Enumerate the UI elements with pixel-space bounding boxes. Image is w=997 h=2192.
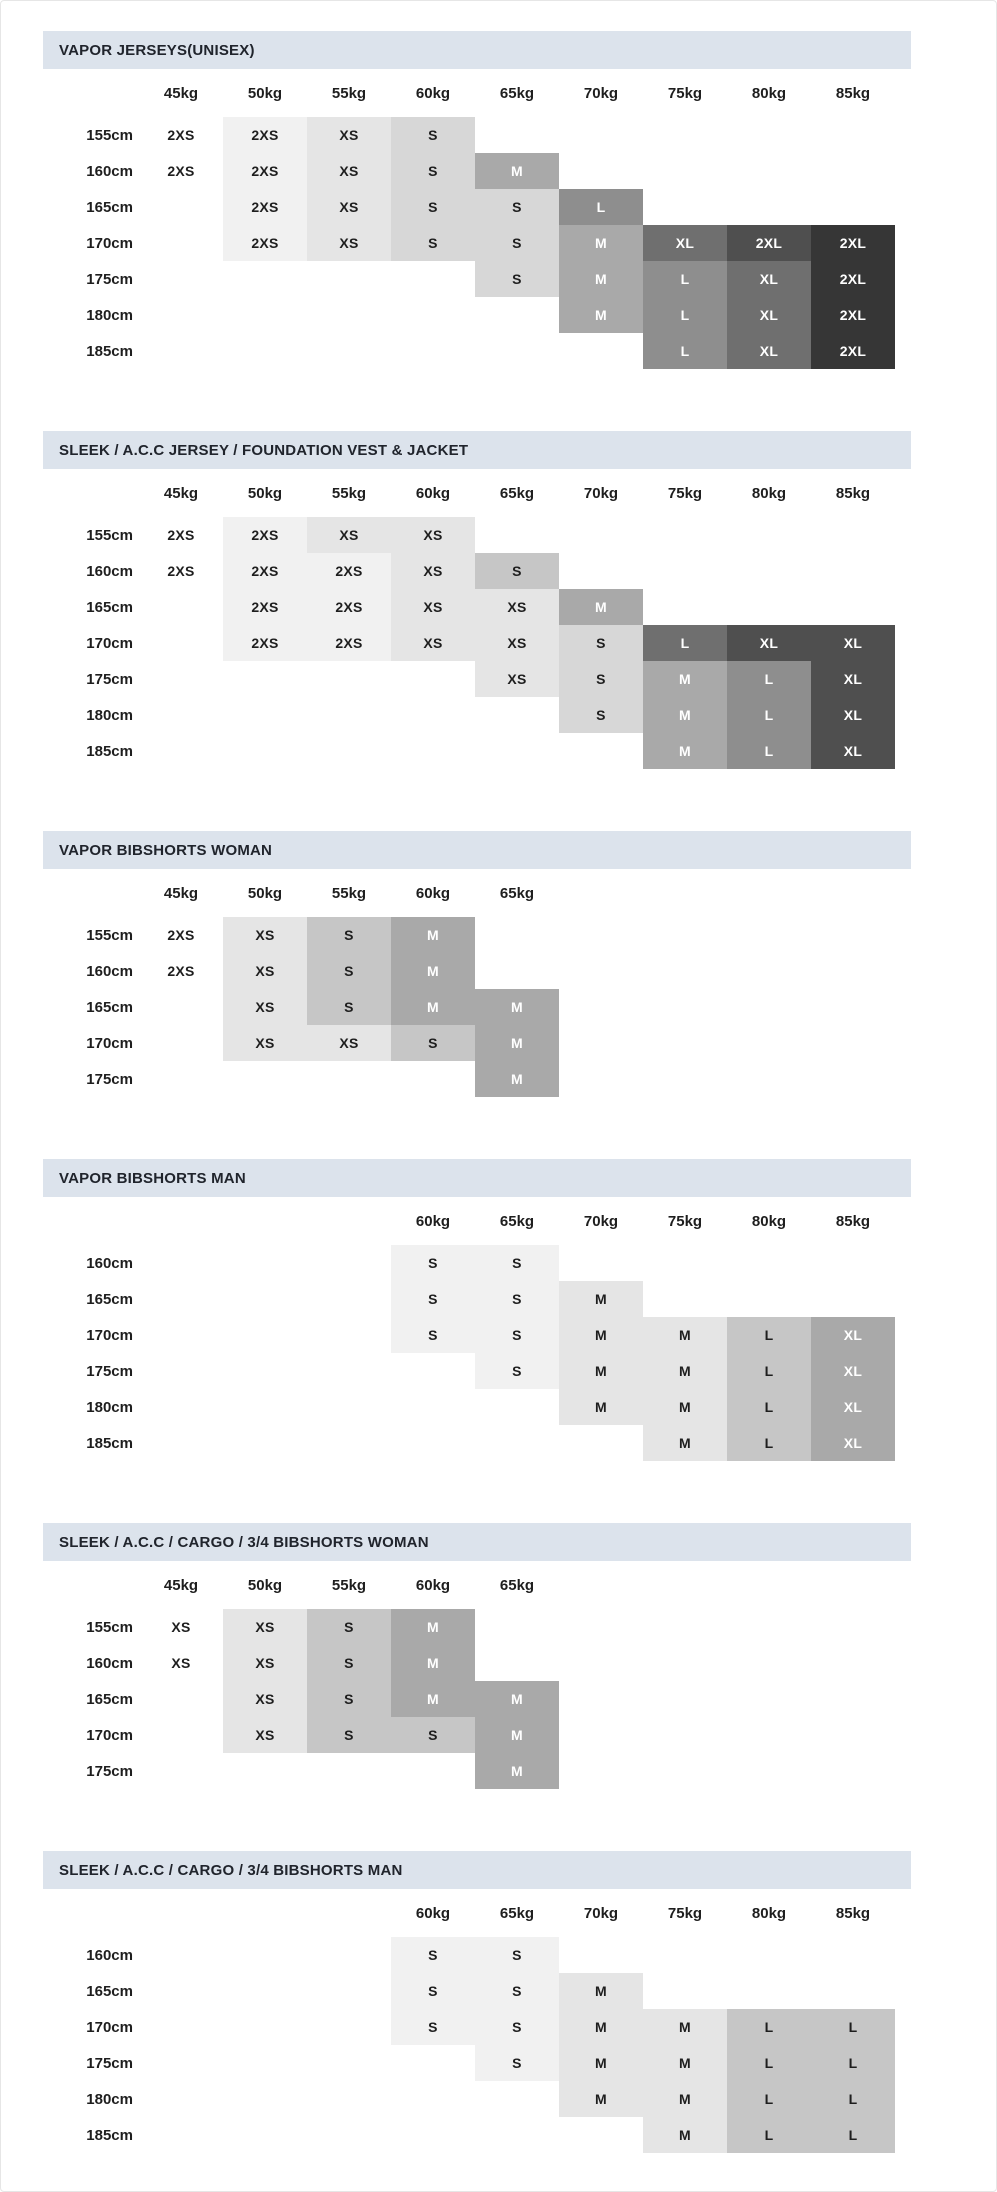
size-cell: M (391, 953, 475, 989)
size-cell: M (643, 2081, 727, 2117)
size-cell: XS (223, 917, 307, 953)
size-cell: 2XS (139, 917, 223, 953)
size-cell: L (727, 1353, 811, 1389)
size-table (43, 1197, 911, 1461)
size-cell: S (391, 1937, 475, 1973)
size-cell: S (307, 989, 391, 1025)
section-title: VAPOR BIBSHORTS MAN (59, 1169, 246, 1187)
size-chart-section (43, 1851, 911, 2153)
size-cell: M (475, 989, 559, 1025)
size-cell: XL (643, 225, 727, 261)
size-cell: M (559, 1317, 643, 1353)
size-cell: 2XS (223, 553, 307, 589)
weight-column-header: 45kg (163, 884, 199, 902)
size-cell: M (391, 1645, 475, 1681)
size-cell: S (307, 1717, 391, 1753)
height-row-label: 155cm (86, 526, 133, 544)
size-cell: M (391, 989, 475, 1025)
height-row-label: 175cm (86, 1762, 133, 1780)
height-row-label: 175cm (86, 1070, 133, 1088)
size-cell: S (475, 1317, 559, 1353)
weight-column-header: 60kg (415, 484, 451, 502)
size-cell: XL (811, 625, 895, 661)
size-cell: S (391, 1281, 475, 1317)
size-cell: M (643, 1317, 727, 1353)
size-cell: S (307, 1681, 391, 1717)
weight-column-header: 85kg (835, 1904, 871, 1922)
size-chart-section (43, 31, 911, 369)
size-cell: S (475, 2045, 559, 2081)
weight-column-header: 45kg (163, 1576, 199, 1594)
weight-column-header: 70kg (583, 1212, 619, 1230)
size-cell: L (811, 2009, 895, 2045)
section-title-bar (43, 1159, 911, 1197)
section-title-bar (43, 431, 911, 469)
size-cell: XS (391, 589, 475, 625)
size-cell: XS (391, 625, 475, 661)
section-title: VAPOR JERSEYS(UNISEX) (59, 41, 255, 59)
size-cell: XS (391, 517, 475, 553)
size-cell: 2XL (811, 333, 895, 369)
size-cell: M (475, 153, 559, 189)
section-title: VAPOR BIBSHORTS WOMAN (59, 841, 273, 859)
weight-column-header: 70kg (583, 1904, 619, 1922)
size-cell: XL (811, 733, 895, 769)
size-cell: 2XS (223, 153, 307, 189)
size-cell: 2XS (223, 625, 307, 661)
size-cell: 2XS (223, 225, 307, 261)
size-cell: S (475, 1281, 559, 1317)
size-cell: S (307, 1609, 391, 1645)
size-cell: XL (811, 1317, 895, 1353)
height-row-label: 175cm (86, 2054, 133, 2072)
size-cell: XS (223, 1681, 307, 1717)
size-cell: S (391, 117, 475, 153)
size-cell: S (391, 1025, 475, 1061)
size-cell: XL (727, 297, 811, 333)
section-title-bar (43, 831, 911, 869)
size-cell: S (559, 625, 643, 661)
size-cell: M (475, 1681, 559, 1717)
height-row-label: 170cm (86, 1034, 133, 1052)
height-row-label: 160cm (86, 1254, 133, 1272)
height-row-label: 165cm (86, 1690, 133, 1708)
size-cell: M (643, 1389, 727, 1425)
size-cell: L (811, 2045, 895, 2081)
weight-column-header: 80kg (751, 84, 787, 102)
size-cell: M (559, 1353, 643, 1389)
size-cell: XL (727, 333, 811, 369)
size-cell: S (475, 553, 559, 589)
size-cell: M (643, 697, 727, 733)
weight-column-header: 75kg (667, 84, 703, 102)
weight-column-header: 50kg (247, 1576, 283, 1594)
weight-column-header: 80kg (751, 484, 787, 502)
size-cell: S (391, 2009, 475, 2045)
weight-column-header: 65kg (499, 884, 535, 902)
height-row-label: 165cm (86, 598, 133, 616)
size-cell: XL (811, 1353, 895, 1389)
size-cell: M (559, 2081, 643, 2117)
size-cell: M (643, 1353, 727, 1389)
height-row-label: 165cm (86, 998, 133, 1016)
size-table (43, 469, 911, 769)
section-title-bar (43, 1851, 911, 1889)
height-row-label: 170cm (86, 2018, 133, 2036)
size-chart-section (43, 431, 911, 769)
size-cell: L (643, 297, 727, 333)
size-cell: S (559, 661, 643, 697)
size-cell: XL (811, 1389, 895, 1425)
size-chart-section (43, 831, 911, 1097)
size-cell: XS (475, 589, 559, 625)
size-cell: XS (223, 953, 307, 989)
size-cell: S (391, 189, 475, 225)
height-row-label: 185cm (86, 342, 133, 360)
height-row-label: 160cm (86, 1654, 133, 1672)
size-cell: L (727, 1389, 811, 1425)
size-cell: 2XL (811, 261, 895, 297)
size-cell: L (727, 1425, 811, 1461)
size-cell: L (727, 733, 811, 769)
size-cell: XS (307, 517, 391, 553)
size-cell: M (559, 2045, 643, 2081)
size-cell: S (391, 153, 475, 189)
weight-column-header: 70kg (583, 84, 619, 102)
size-cell: 2XS (139, 953, 223, 989)
size-cell: L (643, 625, 727, 661)
size-cell: S (391, 1245, 475, 1281)
size-cell: XS (223, 1645, 307, 1681)
size-cell: M (475, 1717, 559, 1753)
weight-column-header: 50kg (247, 884, 283, 902)
size-cell: S (391, 225, 475, 261)
height-row-label: 160cm (86, 1946, 133, 1964)
size-cell: L (727, 2117, 811, 2153)
height-row-label: 155cm (86, 126, 133, 144)
size-cell: XL (727, 261, 811, 297)
size-cell: M (391, 1609, 475, 1645)
size-cell: XL (811, 661, 895, 697)
height-row-label: 165cm (86, 1982, 133, 2000)
size-cell: S (307, 1645, 391, 1681)
weight-column-header: 85kg (835, 1212, 871, 1230)
size-table (43, 1889, 911, 2153)
size-cell: S (475, 1353, 559, 1389)
weight-column-header: 65kg (499, 1904, 535, 1922)
section-title-bar (43, 1523, 911, 1561)
size-cell: S (307, 917, 391, 953)
size-cell: M (475, 1025, 559, 1061)
size-cell: XS (307, 117, 391, 153)
height-row-label: 165cm (86, 198, 133, 216)
size-cell: S (391, 1717, 475, 1753)
weight-column-header: 50kg (247, 84, 283, 102)
size-cell: 2XS (139, 553, 223, 589)
height-row-label: 175cm (86, 670, 133, 688)
size-cell: L (811, 2117, 895, 2153)
size-cell: L (727, 697, 811, 733)
section-title: SLEEK / A.C.C / CARGO / 3/4 BIBSHORTS MAN (59, 1861, 403, 1879)
size-cell: XS (307, 1025, 391, 1061)
weight-column-header: 55kg (331, 484, 367, 502)
height-row-label: 170cm (86, 234, 133, 252)
size-cell: XS (307, 225, 391, 261)
weight-column-header: 55kg (331, 884, 367, 902)
size-cell: XS (475, 661, 559, 697)
weight-column-header: 50kg (247, 484, 283, 502)
weight-column-header: 45kg (163, 484, 199, 502)
weight-column-header: 75kg (667, 484, 703, 502)
size-cell: M (559, 1281, 643, 1317)
size-cell: M (643, 2009, 727, 2045)
size-chart-section (43, 1523, 911, 1789)
size-cell: 2XS (139, 153, 223, 189)
size-cell: S (475, 261, 559, 297)
size-cell: S (475, 225, 559, 261)
weight-column-header: 85kg (835, 484, 871, 502)
size-cell: S (475, 189, 559, 225)
size-cell: S (391, 1973, 475, 2009)
size-cell: L (727, 2009, 811, 2045)
size-chart-section (43, 1159, 911, 1461)
size-cell: L (643, 261, 727, 297)
size-cell: M (643, 2117, 727, 2153)
size-table (43, 1561, 911, 1789)
size-cell: M (643, 733, 727, 769)
size-table (43, 869, 911, 1097)
size-cell: 2XS (307, 553, 391, 589)
height-row-label: 170cm (86, 634, 133, 652)
height-row-label: 155cm (86, 926, 133, 944)
size-cell: M (559, 225, 643, 261)
size-cell: 2XS (307, 625, 391, 661)
size-cell: L (727, 2081, 811, 2117)
height-row-label: 170cm (86, 1726, 133, 1744)
weight-column-header: 85kg (835, 84, 871, 102)
size-cell: XS (223, 1609, 307, 1645)
size-cell: M (559, 2009, 643, 2045)
height-row-label: 185cm (86, 1434, 133, 1452)
height-row-label: 175cm (86, 1362, 133, 1380)
size-cell: XS (307, 189, 391, 225)
height-row-label: 160cm (86, 162, 133, 180)
height-row-label: 165cm (86, 1290, 133, 1308)
height-row-label: 155cm (86, 1618, 133, 1636)
height-row-label: 180cm (86, 706, 133, 724)
height-row-label: 160cm (86, 962, 133, 980)
weight-column-header: 75kg (667, 1904, 703, 1922)
weight-column-header: 60kg (415, 1576, 451, 1594)
size-cell: M (475, 1061, 559, 1097)
height-row-label: 180cm (86, 306, 133, 324)
size-cell: 2XS (223, 517, 307, 553)
size-cell: M (391, 917, 475, 953)
size-cell: XS (391, 553, 475, 589)
size-cell: XS (223, 1025, 307, 1061)
weight-column-header: 60kg (415, 884, 451, 902)
size-cell: L (727, 2045, 811, 2081)
size-cell: M (559, 261, 643, 297)
weight-column-header: 45kg (163, 84, 199, 102)
height-row-label: 170cm (86, 1326, 133, 1344)
size-cell: 2XL (811, 297, 895, 333)
size-table (43, 69, 911, 369)
size-cell: XS (223, 989, 307, 1025)
size-cell: M (391, 1681, 475, 1717)
height-row-label: 185cm (86, 742, 133, 760)
size-cell: M (643, 1425, 727, 1461)
size-cell: L (727, 1317, 811, 1353)
size-cell: M (559, 297, 643, 333)
size-cell: S (475, 1245, 559, 1281)
weight-column-header: 55kg (331, 1576, 367, 1594)
weight-column-header: 65kg (499, 1576, 535, 1594)
size-cell: 2XL (727, 225, 811, 261)
size-cell: S (307, 953, 391, 989)
size-cell: XS (223, 1717, 307, 1753)
size-cell: 2XS (223, 117, 307, 153)
size-charts (43, 31, 911, 2153)
weight-column-header: 60kg (415, 1904, 451, 1922)
height-row-label: 180cm (86, 1398, 133, 1416)
size-cell: S (475, 2009, 559, 2045)
height-row-label: 185cm (86, 2126, 133, 2144)
section-title: SLEEK / A.C.C / CARGO / 3/4 BIBSHORTS WOMAN (59, 1533, 429, 1551)
weight-column-header: 60kg (415, 1212, 451, 1230)
size-cell: XS (139, 1609, 223, 1645)
size-cell: 2XS (139, 117, 223, 153)
section-title-bar (43, 31, 911, 69)
size-cell: XL (811, 1425, 895, 1461)
height-row-label: 180cm (86, 2090, 133, 2108)
size-cell: XS (139, 1645, 223, 1681)
size-cell: XL (727, 625, 811, 661)
size-cell: M (643, 661, 727, 697)
size-cell: M (643, 2045, 727, 2081)
height-row-label: 160cm (86, 562, 133, 580)
weight-column-header: 80kg (751, 1212, 787, 1230)
size-cell: M (559, 1389, 643, 1425)
size-cell: 2XL (811, 225, 895, 261)
size-cell: 2XS (307, 589, 391, 625)
weight-column-header: 75kg (667, 1212, 703, 1230)
size-cell: L (643, 333, 727, 369)
size-cell: L (727, 661, 811, 697)
weight-column-header: 70kg (583, 484, 619, 502)
size-cell: S (391, 1317, 475, 1353)
weight-column-header: 60kg (415, 84, 451, 102)
size-cell: L (559, 189, 643, 225)
weight-column-header: 65kg (499, 84, 535, 102)
size-cell: M (559, 1973, 643, 2009)
size-cell: XS (307, 153, 391, 189)
size-cell: XS (475, 625, 559, 661)
weight-column-header: 65kg (499, 1212, 535, 1230)
section-title: SLEEK / A.C.C JERSEY / FOUNDATION VEST & JACKET (59, 441, 469, 459)
size-cell: S (475, 1973, 559, 2009)
weight-column-header: 65kg (499, 484, 535, 502)
weight-column-header: 80kg (751, 1904, 787, 1922)
size-cell: M (559, 589, 643, 625)
size-cell: S (559, 697, 643, 733)
height-row-label: 175cm (86, 270, 133, 288)
size-cell: M (475, 1753, 559, 1789)
weight-column-header: 55kg (331, 84, 367, 102)
size-cell: 2XS (223, 589, 307, 625)
size-cell: 2XS (139, 517, 223, 553)
size-cell: S (475, 1937, 559, 1973)
size-cell: 2XS (223, 189, 307, 225)
size-cell: XL (811, 697, 895, 733)
size-cell: L (811, 2081, 895, 2117)
